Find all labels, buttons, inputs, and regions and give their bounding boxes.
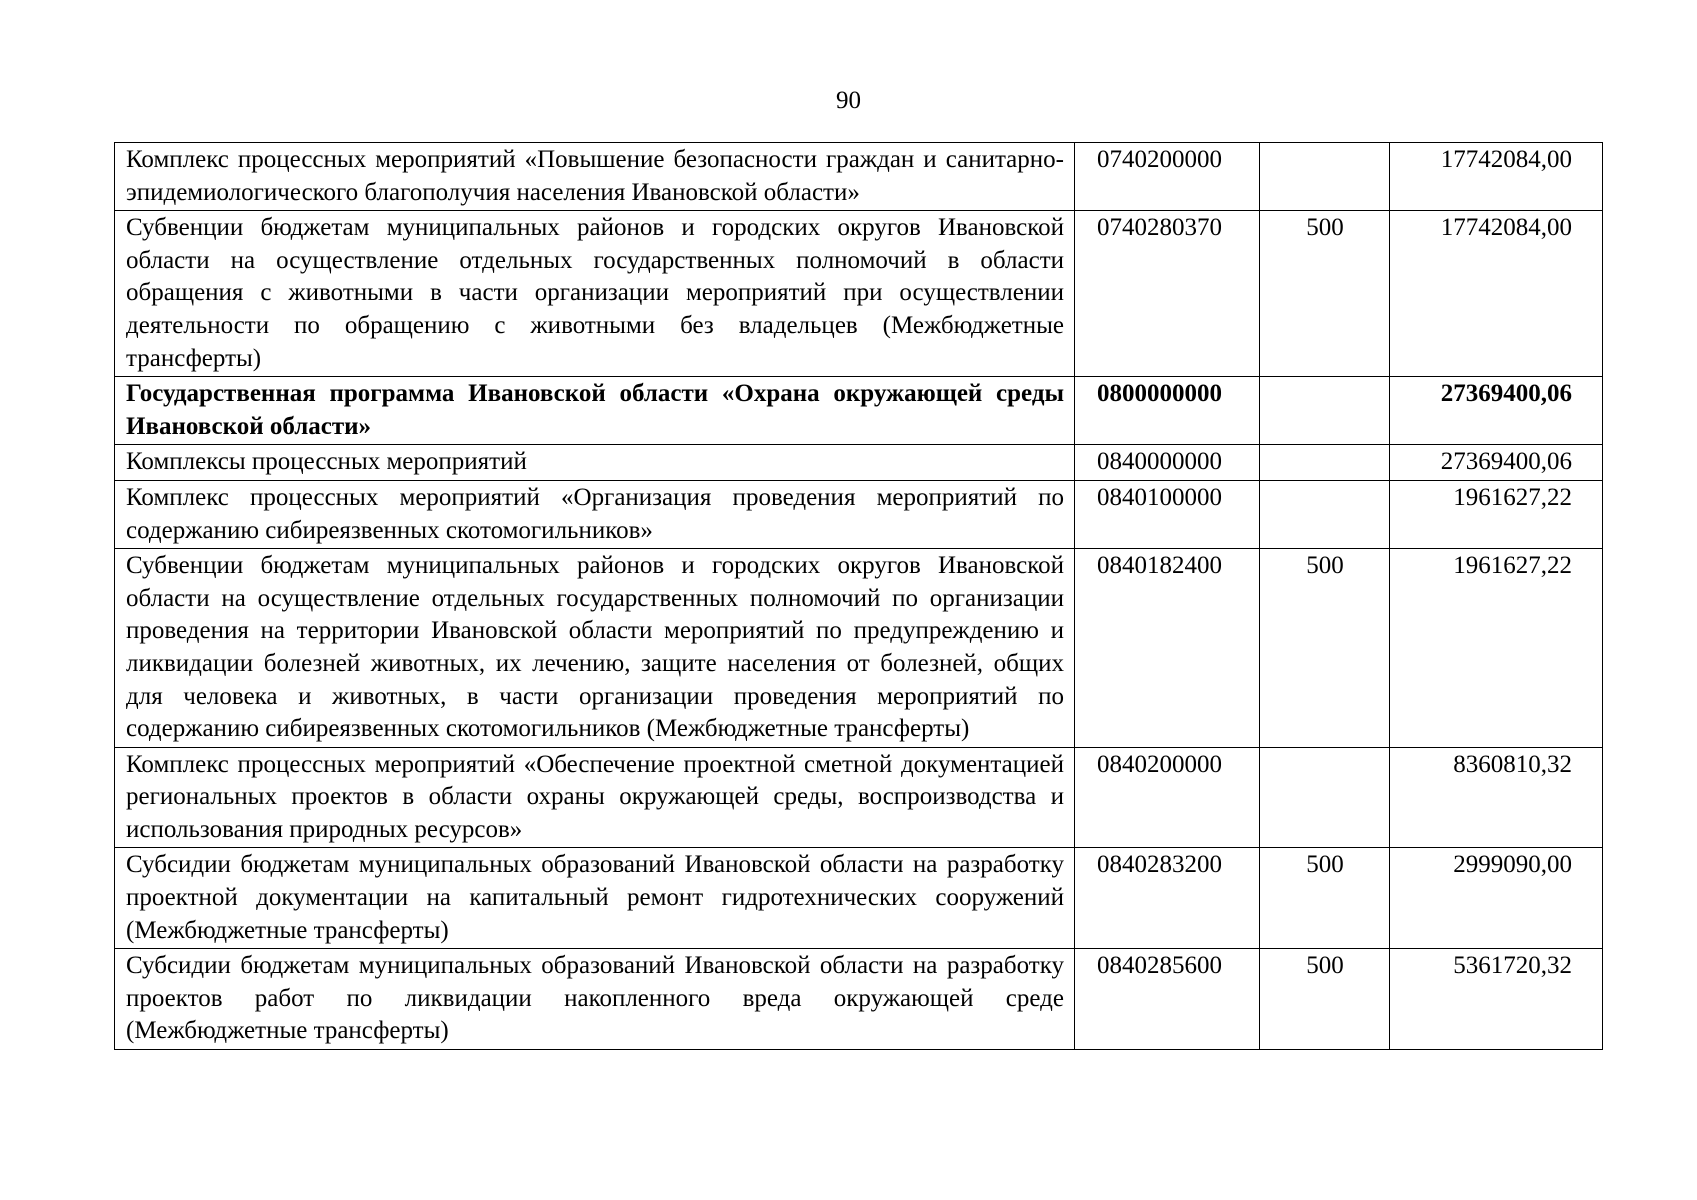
table-row <box>115 445 1603 481</box>
row-expense-type-cell <box>1260 480 1390 548</box>
row-sum-cell: 5361720,32 <box>1390 949 1603 1050</box>
row-target-code-cell: 0840100000 <box>1075 480 1260 548</box>
table-row <box>115 747 1603 848</box>
row-sum-cell: 1961627,22 <box>1390 480 1603 548</box>
row-target-code-cell: 0840283200 <box>1075 848 1260 949</box>
row-target-code-cell: 0840182400 <box>1075 549 1260 748</box>
row-name-cell: Субсидии бюджетам муниципальных образований Ивановской области на разработку проектной документации на капитальный ремонт гидротехнических сооружений (Межбюджетные трансферты) <box>115 848 1075 949</box>
row-target-code-cell: 0740200000 <box>1075 143 1260 211</box>
row-expense-type-cell: 500 <box>1260 211 1390 377</box>
row-expense-type-cell: 500 <box>1260 848 1390 949</box>
row-name-cell: Комплексы процессных мероприятий <box>115 445 1075 481</box>
row-sum-cell: 8360810,32 <box>1390 747 1603 848</box>
row-sum-cell: 17742084,00 <box>1390 211 1603 377</box>
table-row <box>115 143 1603 211</box>
table-row <box>115 848 1603 949</box>
table-row <box>115 549 1603 748</box>
row-name-cell: Комплекс процессных мероприятий «Обеспечение проектной сметной документацией региональных проектов в области охраны окружающей среды, воспроизводства и использования природных ресурсов» <box>115 747 1075 848</box>
row-sum-cell: 2999090,00 <box>1390 848 1603 949</box>
row-expense-type-cell <box>1260 747 1390 848</box>
page-number: 90 <box>836 87 861 114</box>
row-target-code-cell: 0840000000 <box>1075 445 1260 481</box>
row-expense-type-cell: 500 <box>1260 549 1390 748</box>
row-target-code-cell: 0840285600 <box>1075 949 1260 1050</box>
table-row <box>115 211 1603 377</box>
table-row <box>115 949 1603 1050</box>
row-expense-type-cell <box>1260 445 1390 481</box>
row-name-cell: Субвенции бюджетам муниципальных районов и городских округов Ивановской области на осуществление отдельных государственных полномочий в области обращения с животными в части организации мероприятий при осуществлении деятельности по обращению с животными без владельцев (Межбюджетные трансферты) <box>115 211 1075 377</box>
row-sum-cell: 1961627,22 <box>1390 549 1603 748</box>
row-name-cell: Комплекс процессных мероприятий «Повышение безопасности граждан и санитарно-эпидемиологического благополучия населения Ивановской области» <box>115 143 1075 211</box>
row-sum-cell: 27369400,06 <box>1390 377 1603 445</box>
table-row <box>115 377 1603 445</box>
row-expense-type-cell: 500 <box>1260 949 1390 1050</box>
row-target-code-cell: 0840200000 <box>1075 747 1260 848</box>
row-sum-cell: 27369400,06 <box>1390 445 1603 481</box>
row-target-code-cell: 0800000000 <box>1075 377 1260 445</box>
table-row <box>115 480 1603 548</box>
row-name-cell: Субвенции бюджетам муниципальных районов и городских округов Ивановской области на осуществление отдельных государственных полномочий по организации проведения на территории Ивановской области мероприятий по предупреждению и ликвидации болезней животных, их лечению, защите населения от болезней, общих для человека и животных, в части организации проведения мероприятий по содержанию сибиреязвенных скотомогильников (Межбюджетные трансферты) <box>115 549 1075 748</box>
row-name-cell: Субсидии бюджетам муниципальных образований Ивановской области на разработку проектов работ по ликвидации накопленного вреда окружающей среде (Межбюджетные трансферты) <box>115 949 1075 1050</box>
budget-table <box>114 142 1603 1050</box>
row-expense-type-cell <box>1260 143 1390 211</box>
row-name-cell: Комплекс процессных мероприятий «Организация проведения мероприятий по содержанию сибиреязвенных скотомогильников» <box>115 480 1075 548</box>
row-name-cell: Государственная программа Ивановской области «Охрана окружающей среды Ивановской области» <box>115 377 1075 445</box>
row-sum-cell: 17742084,00 <box>1390 143 1603 211</box>
budget-table-body <box>115 143 1603 1050</box>
row-target-code-cell: 0740280370 <box>1075 211 1260 377</box>
row-expense-type-cell <box>1260 377 1390 445</box>
